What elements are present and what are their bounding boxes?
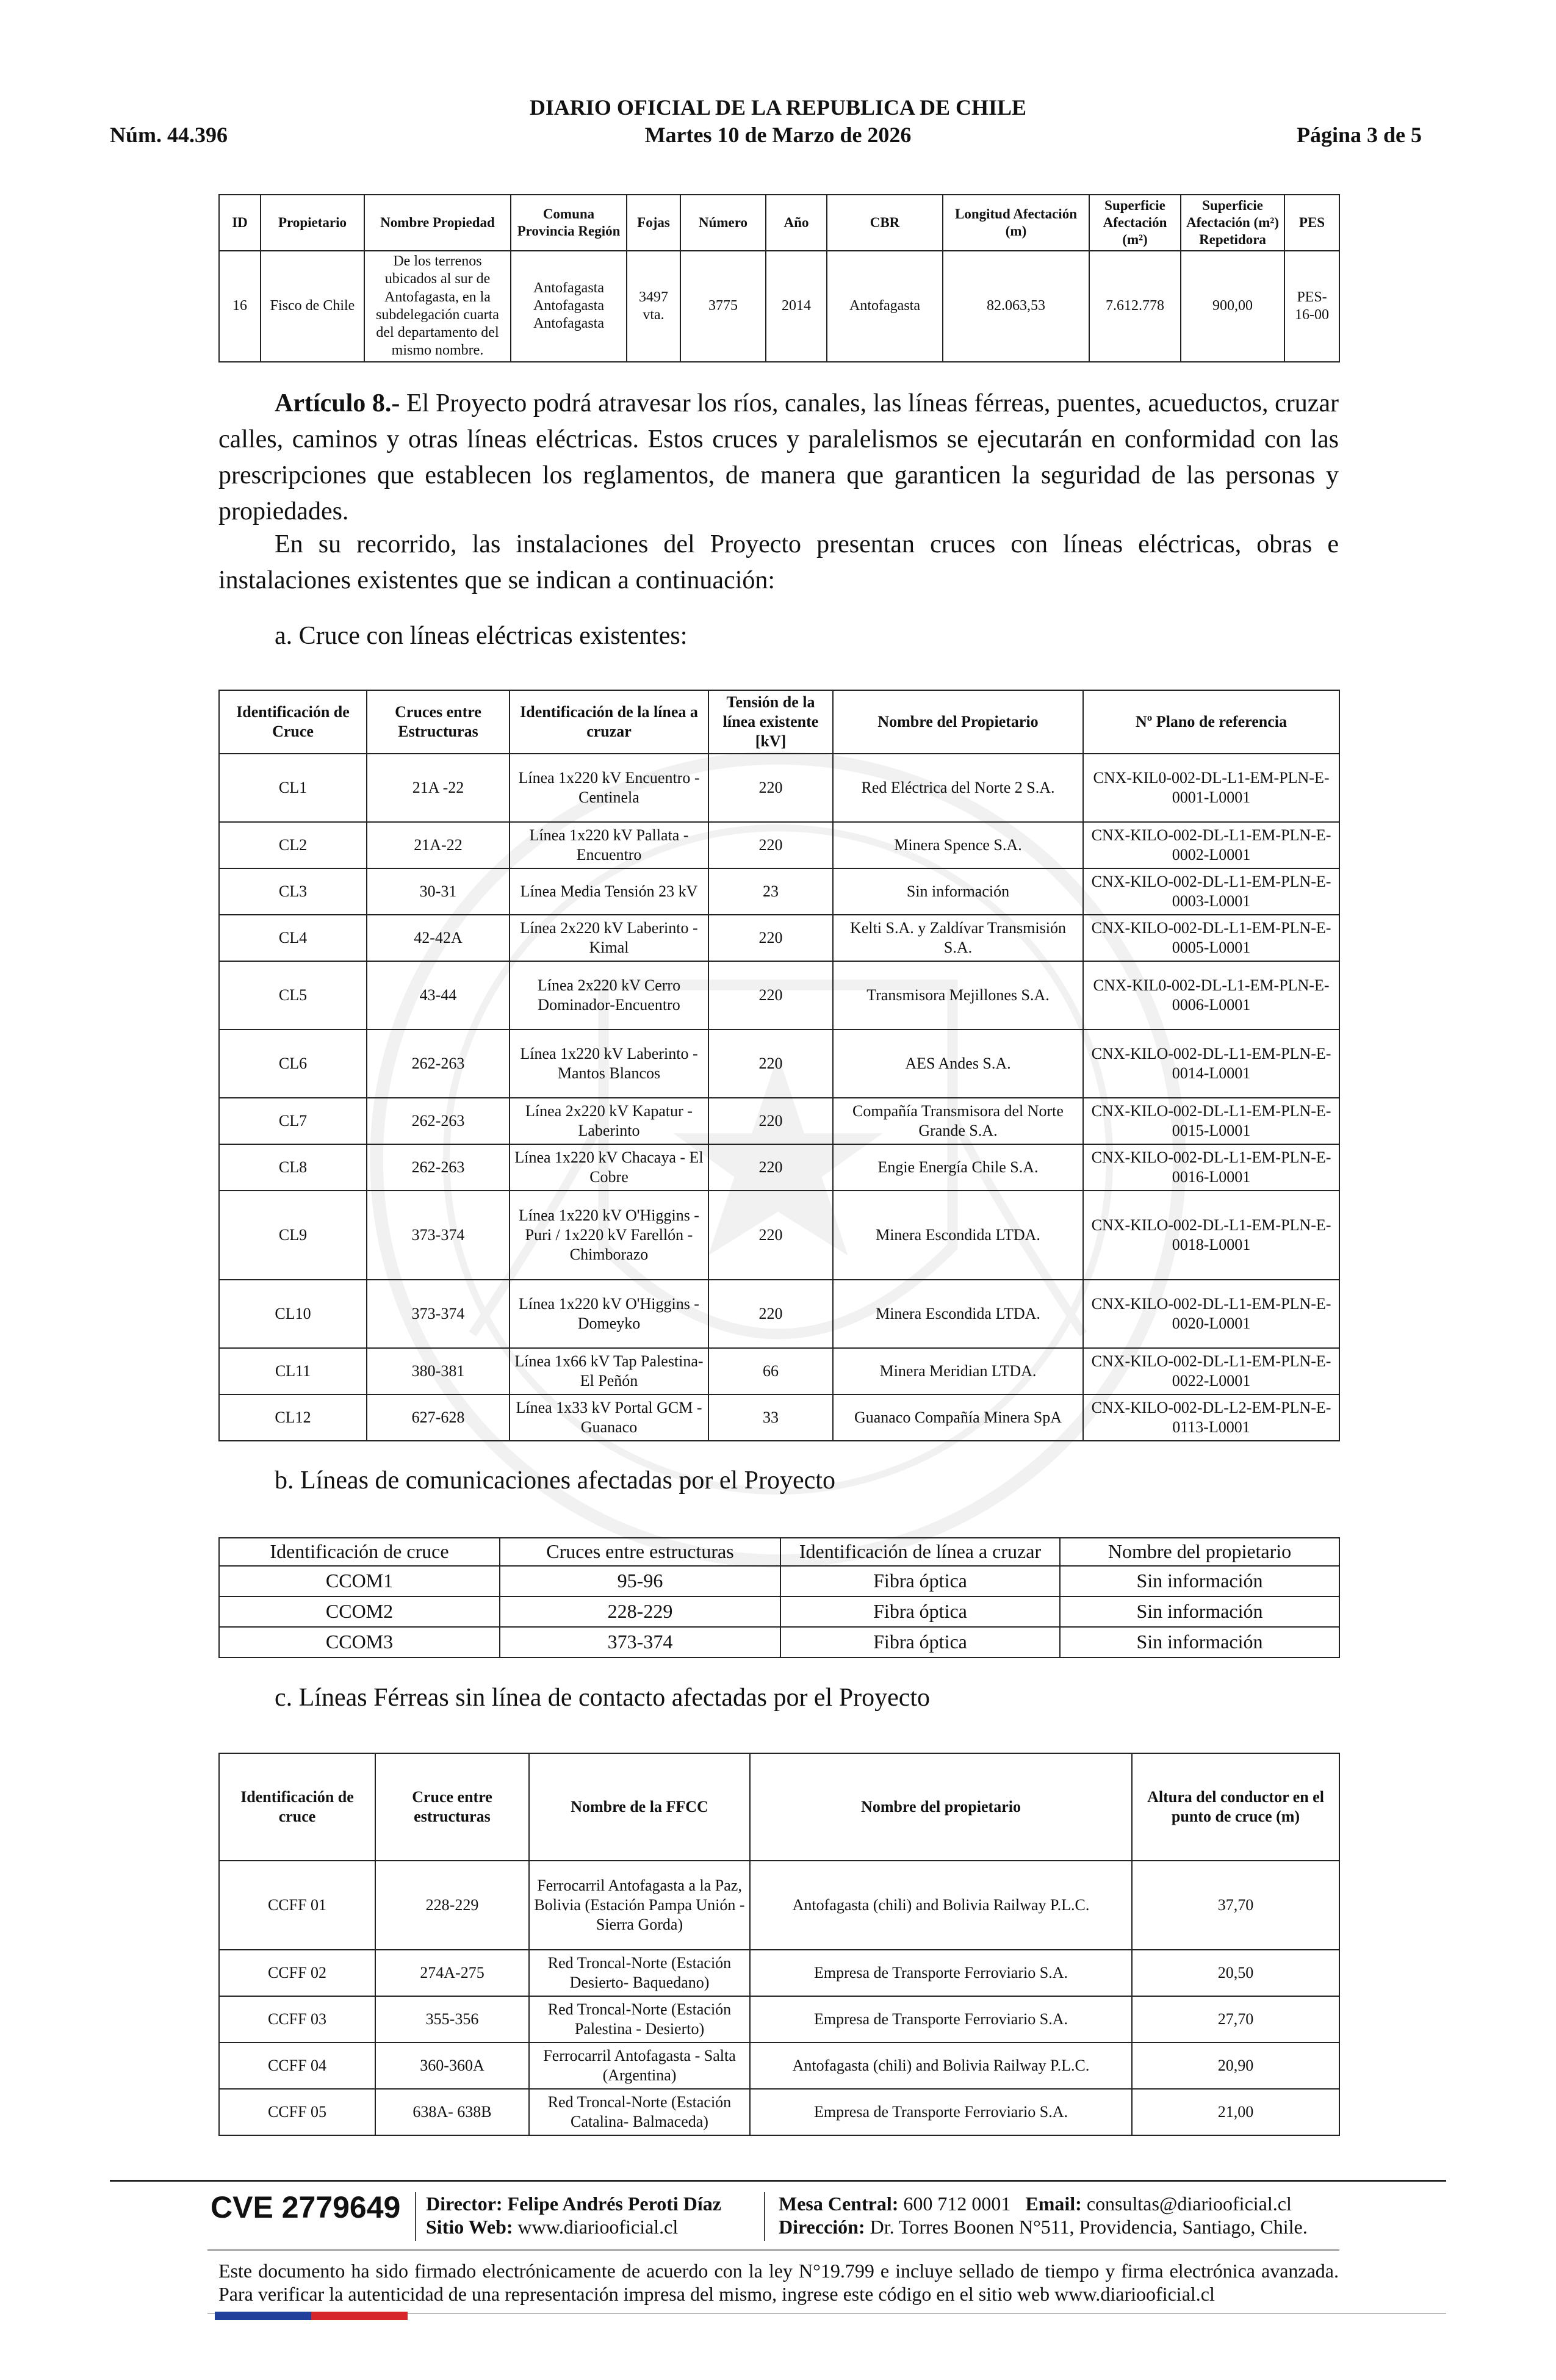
table-cell: 27,70 (1132, 1996, 1339, 2043)
page-number: Página 3 de 5 (1296, 123, 1422, 147)
table-cell: AES Andes S.A. (833, 1030, 1083, 1098)
table-cell: Minera Spence S.A. (833, 822, 1083, 868)
table-cell: Antofagasta (chili) and Bolivia Railway P.L.C. (750, 2043, 1132, 2089)
table-cell: Empresa de Transporte Ferroviario S.A. (750, 1950, 1132, 1996)
table-cell: 262-263 (367, 1030, 510, 1098)
property-table-header-row (219, 195, 1339, 251)
table-cell: 638A- 638B (375, 2089, 529, 2135)
table-cell: Línea 2x220 kV Laberinto - Kimal (510, 915, 708, 961)
table-row (219, 822, 1339, 868)
column-header: Propietario (261, 195, 364, 251)
table-cell: CL8 (219, 1144, 367, 1191)
table-cell: Fibra óptica (780, 1627, 1060, 1657)
column-header: Identificación de cruce (219, 1538, 500, 1566)
column-header: CBR (827, 195, 943, 251)
communication-lines-table (218, 1537, 1340, 1658)
table-cell: Kelti S.A. y Zaldívar Transmisión S.A. (833, 915, 1083, 961)
table-cell: Sin información (833, 868, 1083, 915)
email-link[interactable]: consultas@diariooficial.cl (1086, 2193, 1292, 2215)
table-cell: CNX-KILO-002-DL-L1-EM-PLN-E-0020-L0001 (1083, 1280, 1339, 1348)
table-cell: CL11 (219, 1348, 367, 1394)
table-cell: Antofagasta Antofagasta Antofagasta (511, 251, 627, 362)
table-cell: Línea 1x220 kV Encuentro - Centinela (510, 754, 708, 822)
table-row (219, 1950, 1339, 1996)
table-cell: 900,00 (1181, 251, 1284, 362)
table-row (219, 1996, 1339, 2043)
table-cell: 66 (708, 1348, 833, 1394)
table-cell: Línea Media Tensión 23 kV (510, 868, 708, 915)
cve-code: CVE 2779649 (211, 2190, 401, 2224)
table-cell: CCOM3 (219, 1627, 500, 1657)
table-cell: 262-263 (367, 1098, 510, 1144)
column-header: Identificación de cruce (219, 1753, 375, 1861)
table-cell: 627-628 (367, 1394, 510, 1441)
table-cell: 21A -22 (367, 754, 510, 822)
table-row (219, 1348, 1339, 1394)
table-cell: CCFF 02 (219, 1950, 375, 1996)
table-cell: 20,90 (1132, 2043, 1339, 2089)
table-cell: CL2 (219, 822, 367, 868)
table-row (219, 2043, 1339, 2089)
column-header: Año (766, 195, 827, 251)
phone-number: 600 712 0001 (903, 2193, 1011, 2215)
table-cell: 30-31 (367, 868, 510, 915)
article-8-heading: Artículo 8.- (275, 389, 400, 417)
section-a-title: a. Cruce con líneas eléctricas existentes: (275, 622, 688, 650)
table-cell: 355-356 (375, 1996, 529, 2043)
table-cell: 373-374 (500, 1627, 780, 1657)
column-header: Cruces entre Estructuras (367, 690, 510, 754)
table-row (219, 1566, 1339, 1596)
table-cell: Línea 1x220 kV O'Higgins - Domeyko (510, 1280, 708, 1348)
column-header: Número (680, 195, 766, 251)
website-label: Sitio Web: (426, 2216, 513, 2238)
table-row (219, 1280, 1339, 1348)
table-cell: Fisco de Chile (261, 251, 364, 362)
table-cell: CNX-KILO-002-DL-L1-EM-PLN-E-0005-L0001 (1083, 915, 1339, 961)
table-cell: 33 (708, 1394, 833, 1441)
table-cell: 220 (708, 754, 833, 822)
column-header: Comuna Provincia Región (511, 195, 627, 251)
table-cell: Línea 2x220 kV Kapatur - Laberinto (510, 1098, 708, 1144)
address-text: Dr. Torres Boonen N°511, Providencia, Santiago, Chile. (870, 2216, 1308, 2238)
table-cell: 274A-275 (375, 1950, 529, 1996)
table-row (219, 1596, 1339, 1627)
table-cell: Línea 1x220 kV Pallata - Encuentro (510, 822, 708, 868)
railway-lines-table (218, 1753, 1340, 2136)
table-cell: PES-16-00 (1284, 251, 1339, 362)
column-header: PES (1284, 195, 1339, 251)
table-cell: Red Eléctrica del Norte 2 S.A. (833, 754, 1083, 822)
table-cell: 3775 (680, 251, 766, 362)
table-cell: Ferrocarril Antofagasta - Salta (Argentina) (529, 2043, 750, 2089)
table-cell: Sin información (1060, 1566, 1339, 1596)
table-cell: CNX-KILO-002-DL-L1-EM-PLN-E-0022-L0001 (1083, 1348, 1339, 1394)
table-cell: 220 (708, 915, 833, 961)
table-cell: CL6 (219, 1030, 367, 1098)
table-row (219, 961, 1339, 1030)
table-cell: 220 (708, 1191, 833, 1280)
table-cell: Línea 2x220 kV Cerro Dominador-Encuentro (510, 961, 708, 1030)
table-cell: 20,50 (1132, 1950, 1339, 1996)
footer-divider (207, 2249, 1339, 2251)
column-header: Altura del conductor en el punto de cruce (m) (1132, 1753, 1339, 1861)
section-b-title: b. Líneas de comunicaciones afectadas por el Proyecto (275, 1466, 835, 1495)
table-cell: 228-229 (500, 1596, 780, 1627)
table-cell: Minera Escondida LTDA. (833, 1191, 1083, 1280)
table-cell: 21,00 (1132, 2089, 1339, 2135)
footer-separator (764, 2192, 765, 2241)
table-cell: Transmisora Mejillones S.A. (833, 961, 1083, 1030)
communication-table-header-row (219, 1538, 1339, 1566)
table-cell: CL1 (219, 754, 367, 822)
table-cell: CNX-KILO-002-DL-L2-EM-PLN-E-0113-L0001 (1083, 1394, 1339, 1441)
table-cell: Red Troncal-Norte (Estación Catalina- Balmaceda) (529, 2089, 750, 2135)
table-cell: 220 (708, 961, 833, 1030)
table-cell: Guanaco Compañía Minera SpA (833, 1394, 1083, 1441)
column-header: Tensión de la línea existente [kV] (708, 690, 833, 754)
table-cell: 228-229 (375, 1861, 529, 1950)
mesa-label: Mesa Central: (779, 2193, 899, 2215)
property-table (218, 194, 1340, 362)
table-cell: 3497 vta. (627, 251, 680, 362)
table-cell: 220 (708, 1280, 833, 1348)
article-8-text: El Proyecto podrá atravesar los ríos, canales, las líneas férreas, puentes, acueductos, cruzar calles, caminos y otras líneas eléctricas. Estos cruces y paralelismos se ejecutarán en conformidad con las prescripciones que establecen los reglamentos, de manera que garanticen la seguridad de las personas y propiedades. (218, 389, 1339, 525)
table-cell: CNX-KILO-002-DL-L1-EM-PLN-E-0015-L0001 (1083, 1098, 1339, 1144)
issue-date: Martes 10 de Marzo de 2026 (644, 123, 912, 147)
director-name: Felipe Andrés Peroti Díaz (507, 2193, 721, 2215)
table-cell: Línea 1x220 kV O'Higgins - Puri / 1x220 kV Farellón - Chimborazo (510, 1191, 708, 1280)
table-cell: CL4 (219, 915, 367, 961)
footer-website (426, 2215, 678, 2238)
table-row (219, 1394, 1339, 1441)
table-cell: De los terrenos ubicados al sur de Antofagasta, en la subdelegación cuarta del departamento del mismo nombre. (364, 251, 511, 362)
legal-notice: Este documento ha sido firmado electrónicamente de acuerdo con la ley N°19.799 e incluye sellado de tiempo y firma electrónica avanzada. Para verificar la autenticidad de una representación impresa del mismo, ingrese este código en el sitio web www.diariooficial.cl (218, 2260, 1339, 2305)
table-cell: Fibra óptica (780, 1566, 1060, 1596)
table-cell: CNX-KILO-002-DL-L1-EM-PLN-E-0018-L0001 (1083, 1191, 1339, 1280)
table-cell: 220 (708, 1030, 833, 1098)
footer-contact (779, 2192, 1292, 2215)
gazette-title: DIARIO OFICIAL DE LA REPUBLICA DE CHILE (529, 95, 1027, 120)
table-cell: CL12 (219, 1394, 367, 1441)
table-cell: Antofagasta (827, 251, 943, 362)
table-cell: CNX-KILO-002-DL-L1-EM-PLN-E-0002-L0001 (1083, 822, 1339, 868)
table-cell: Empresa de Transporte Ferroviario S.A. (750, 2089, 1132, 2135)
table-cell: CL5 (219, 961, 367, 1030)
table-cell: 23 (708, 868, 833, 915)
table-cell: Línea 1x220 kV Laberinto - Mantos Blancos (510, 1030, 708, 1098)
table-cell: CCFF 04 (219, 2043, 375, 2089)
table-cell: 373-374 (367, 1280, 510, 1348)
column-header: Identificación de la línea a cruzar (510, 690, 708, 754)
table-cell: 43-44 (367, 961, 510, 1030)
table-cell: 360-360A (375, 2043, 529, 2089)
table-row (219, 868, 1339, 915)
table-row (219, 1861, 1339, 1950)
table-cell: Red Troncal-Norte (Estación Desierto- Baquedano) (529, 1950, 750, 1996)
column-header: Fojas (627, 195, 680, 251)
table-cell: CL7 (219, 1098, 367, 1144)
email-label: Email: (1025, 2193, 1082, 2215)
table-cell: CNX-KILO-002-DL-L1-EM-PLN-E-0003-L0001 (1083, 868, 1339, 915)
table-row (219, 1191, 1339, 1280)
issue-number: Núm. 44.396 (110, 123, 228, 147)
director-label: Director: (426, 2193, 503, 2215)
column-header: Cruces entre estructuras (500, 1538, 780, 1566)
table-cell: 37,70 (1132, 1861, 1339, 1950)
table-row (219, 1098, 1339, 1144)
table-cell: 82.063,53 (943, 251, 1089, 362)
column-header: Cruce entre estructuras (375, 1753, 529, 1861)
table-row (219, 1030, 1339, 1098)
table-cell: Fibra óptica (780, 1596, 1060, 1627)
article-8-paragraph (218, 386, 1339, 530)
column-header: Nombre del propietario (1060, 1538, 1339, 1566)
table-cell: 7.612.778 (1089, 251, 1181, 362)
table-row (219, 251, 1339, 362)
column-header: Identificación de Cruce (219, 690, 367, 754)
table-cell: CL3 (219, 868, 367, 915)
column-header: Longitud Afectación (m) (943, 195, 1089, 251)
column-header: Superficie Afectación (m²) (1089, 195, 1181, 251)
website-link[interactable]: www.diariooficial.cl (517, 2216, 679, 2238)
table-cell: 16 (219, 251, 261, 362)
railway-table-header-row (219, 1753, 1339, 1861)
table-cell: CCOM1 (219, 1566, 500, 1596)
address-label: Dirección: (779, 2216, 865, 2238)
electric-table-header-row (219, 690, 1339, 754)
table-cell: Minera Escondida LTDA. (833, 1280, 1083, 1348)
table-cell: CNX-KILO-002-DL-L1-EM-PLN-E-0016-L0001 (1083, 1144, 1339, 1191)
column-header: Nº Plano de referencia (1083, 690, 1339, 754)
table-cell: CCOM2 (219, 1596, 500, 1627)
footer-address (779, 2215, 1308, 2238)
column-header: Nombre Propiedad (364, 195, 511, 251)
table-cell: 95-96 (500, 1566, 780, 1596)
table-cell: Engie Energía Chile S.A. (833, 1144, 1083, 1191)
article-8-paragraph-2: En su recorrido, las instalaciones del Proyecto presentan cruces con líneas eléctricas, obras e instalaciones existentes que se indican a continuación: (218, 530, 1339, 594)
table-row (219, 915, 1339, 961)
footer-director (426, 2192, 721, 2215)
table-cell: Ferrocarril Antofagasta a la Paz, Bolivia (Estación Pampa Unión - Sierra Gorda) (529, 1861, 750, 1950)
table-cell: Línea 1x66 kV Tap Palestina-El Peñón (510, 1348, 708, 1394)
table-row (219, 754, 1339, 822)
column-header: Nombre de la FFCC (529, 1753, 750, 1861)
table-cell: 220 (708, 822, 833, 868)
column-header: Superficie Afectación (m²) Repetidora (1181, 195, 1284, 251)
table-cell: 373-374 (367, 1191, 510, 1280)
table-row (219, 1144, 1339, 1191)
table-cell: CCFF 03 (219, 1996, 375, 2043)
table-cell: Empresa de Transporte Ferroviario S.A. (750, 1996, 1132, 2043)
table-cell: CNX-KIL0-002-DL-L1-EM-PLN-E-0001-L0001 (1083, 754, 1339, 822)
table-cell: CCFF 05 (219, 2089, 375, 2135)
table-cell: Antofagasta (chili) and Bolivia Railway P.L.C. (750, 1861, 1132, 1950)
table-cell: Compañía Transmisora del Norte Grande S.A. (833, 1098, 1083, 1144)
column-header: ID (219, 195, 261, 251)
flag-stripe-blue (215, 2312, 311, 2320)
table-cell: 220 (708, 1144, 833, 1191)
column-header: Identificación de línea a cruzar (780, 1538, 1060, 1566)
table-cell: CL10 (219, 1280, 367, 1348)
table-cell: Línea 1x220 kV Chacaya - El Cobre (510, 1144, 708, 1191)
flag-stripe-red (311, 2312, 408, 2320)
footer-separator (415, 2192, 416, 2241)
table-cell: Sin información (1060, 1596, 1339, 1627)
column-header: Nombre del propietario (750, 1753, 1132, 1861)
table-cell: 42-42A (367, 915, 510, 961)
table-cell: Sin información (1060, 1627, 1339, 1657)
table-cell: 220 (708, 1098, 833, 1144)
table-row (219, 2089, 1339, 2135)
footer-divider (110, 2180, 1446, 2182)
column-header: Nombre del Propietario (833, 690, 1083, 754)
table-cell: CL9 (219, 1191, 367, 1280)
table-cell: CNX-KIL0-002-DL-L1-EM-PLN-E-0006-L0001 (1083, 961, 1339, 1030)
table-cell: Línea 1x33 kV Portal GCM - Guanaco (510, 1394, 708, 1441)
table-cell: 380-381 (367, 1348, 510, 1394)
table-cell: CCFF 01 (219, 1861, 375, 1950)
table-row (219, 1627, 1339, 1657)
section-c-title: c. Líneas Férreas sin línea de contacto afectadas por el Proyecto (275, 1684, 931, 1712)
table-cell: Minera Meridian LTDA. (833, 1348, 1083, 1394)
table-cell: 262-263 (367, 1144, 510, 1191)
table-cell: 2014 (766, 251, 827, 362)
table-cell: CNX-KILO-002-DL-L1-EM-PLN-E-0014-L0001 (1083, 1030, 1339, 1098)
table-cell: 21A-22 (367, 822, 510, 868)
electric-crossings-table (218, 690, 1340, 1441)
table-cell: Red Troncal-Norte (Estación Palestina - Desierto) (529, 1996, 750, 2043)
